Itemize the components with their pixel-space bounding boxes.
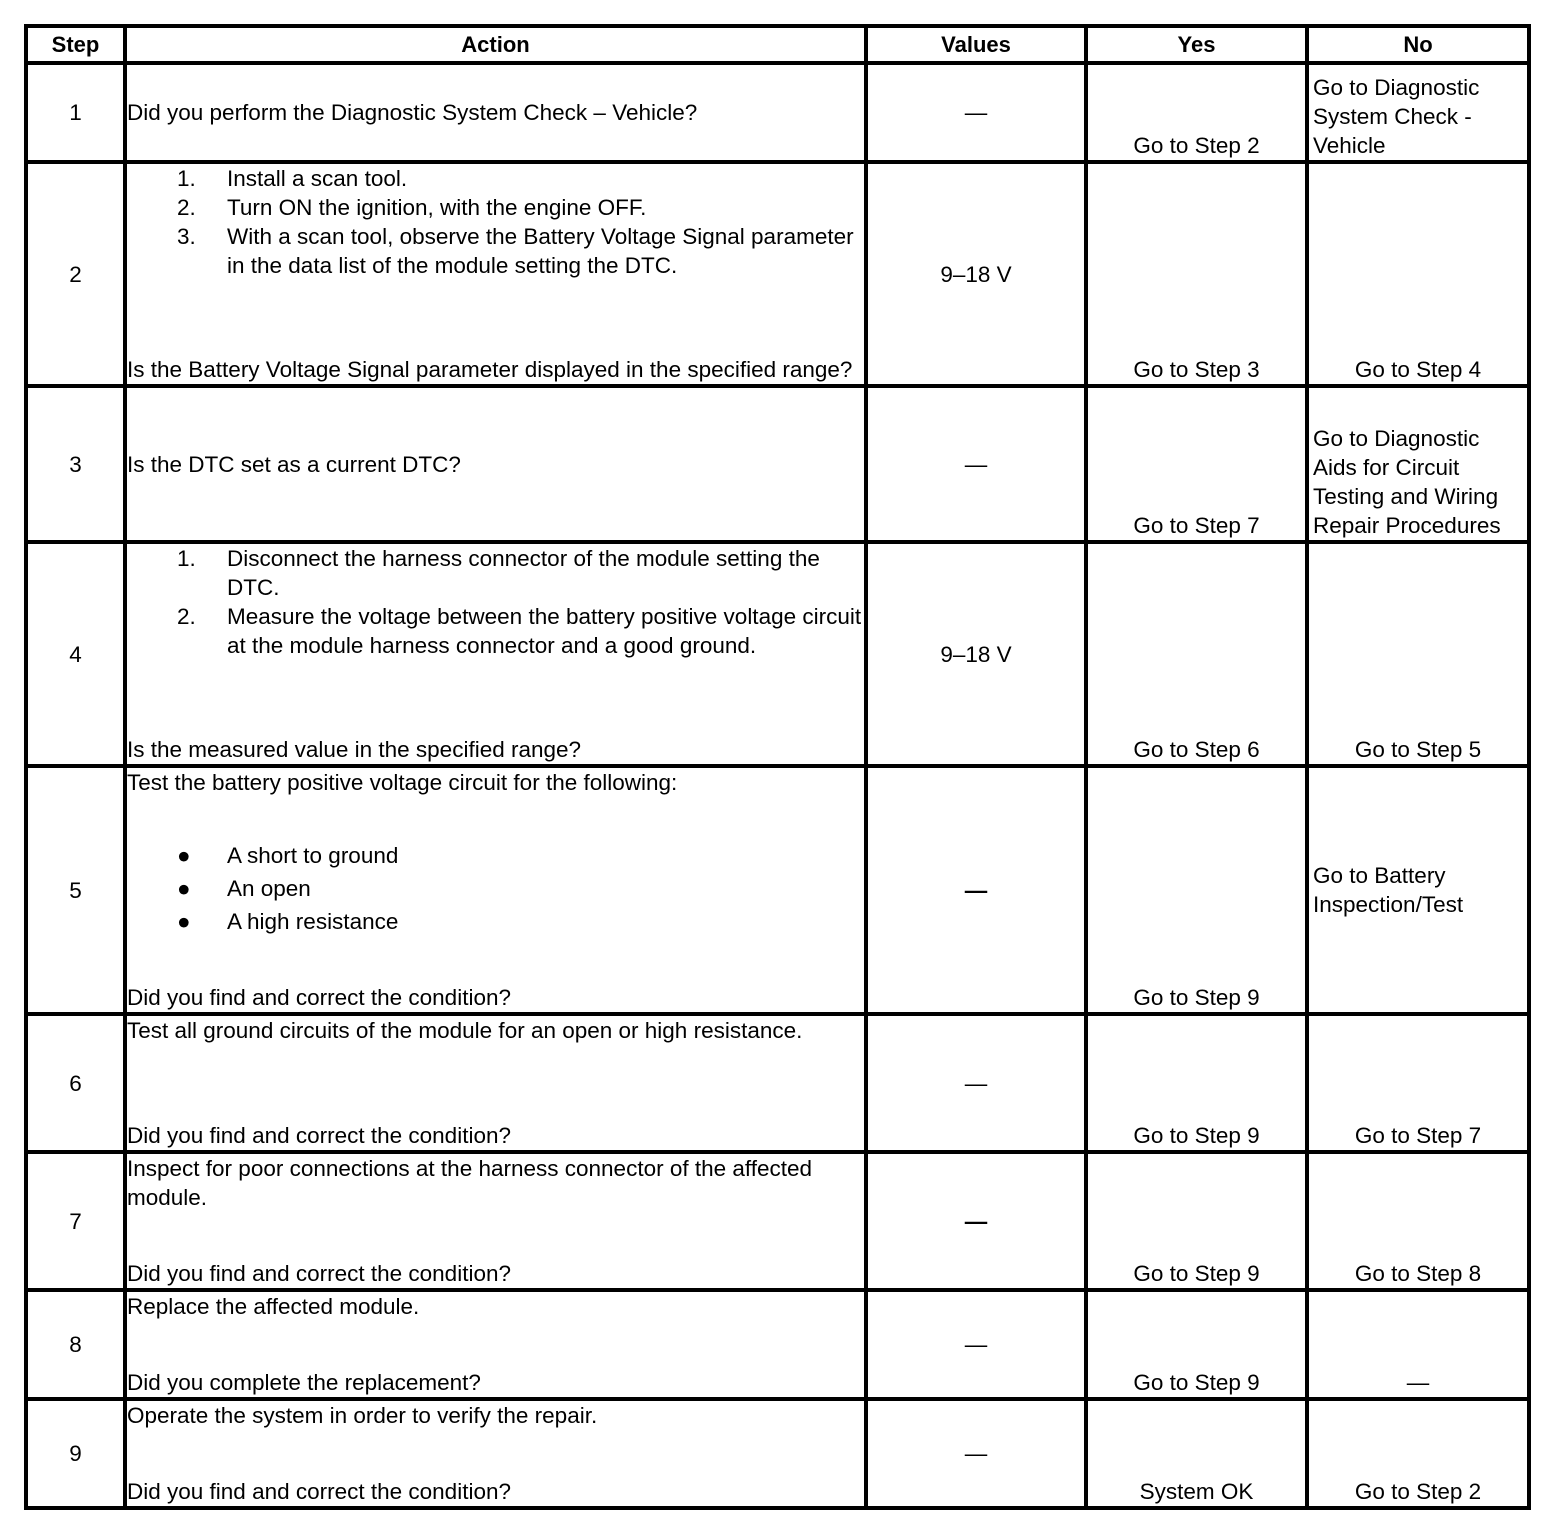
action-question: Did you find and correct the condition? (127, 985, 511, 1010)
table-row-step-4 (26, 542, 1529, 766)
yes-cell: Go to Step 3 (1086, 162, 1307, 386)
action-instruction: Test the battery positive voltage circuit for the following: (127, 770, 678, 795)
action-question: Is the measured value in the specified range? (127, 737, 582, 762)
action-question: Did you find and correct the condition? (127, 1123, 511, 1148)
action-cell (125, 63, 866, 162)
values-cell: — (866, 386, 1086, 542)
table-row-step-3 (26, 386, 1529, 542)
table-header-row (26, 26, 1529, 63)
step-number: 9 (26, 1399, 125, 1508)
values-cell: 9–18 V (866, 542, 1086, 766)
step-number: 3 (26, 386, 125, 542)
action-steps-list (127, 544, 864, 660)
action-question: Is the Battery Voltage Signal parameter displayed in the specified range? (127, 357, 853, 382)
action-question: Is the DTC set as a current DTC? (127, 451, 461, 477)
values-cell: — (866, 63, 1086, 162)
diagnostic-steps-table (24, 24, 1531, 1510)
step-number: 8 (26, 1290, 125, 1399)
header-yes: Yes (1086, 26, 1307, 63)
values-cell: — (866, 1399, 1086, 1508)
step-number: 2 (26, 162, 125, 386)
no-cell: Go to Step 4 (1307, 162, 1529, 386)
table-row-step-5 (26, 766, 1529, 1014)
action-instruction: Inspect for poor connections at the harness connector of the affected module. (127, 1156, 813, 1210)
yes-cell: Go to Step 9 (1086, 1290, 1307, 1399)
header-values: Values (866, 26, 1086, 63)
action-cell (125, 1014, 866, 1152)
no-cell: Go to Battery Inspection/Test (1307, 766, 1529, 1014)
list-item: ● A high resistance (177, 909, 399, 934)
header-step: Step (26, 26, 125, 63)
action-cell (125, 766, 866, 1014)
action-steps-list (127, 164, 864, 280)
list-item: 2. Measure the voltage between the battery positive voltage circuit at the module harness connector and a good ground. (177, 604, 862, 658)
action-instruction: Replace the affected module. (127, 1294, 420, 1319)
values-cell: — (866, 1290, 1086, 1399)
table-row-step-9 (26, 1399, 1529, 1508)
yes-cell: System OK (1086, 1399, 1307, 1508)
step-number: 1 (26, 63, 125, 162)
diagnostic-table-container (24, 24, 1531, 1510)
list-item: ● A short to ground (177, 843, 399, 868)
condition-bullet-list (127, 839, 864, 938)
yes-cell: Go to Step 9 (1086, 1152, 1307, 1290)
list-item: 2. Turn ON the ignition, with the engine OFF. (177, 195, 647, 220)
yes-cell: Go to Step 2 (1086, 63, 1307, 162)
step-number: 6 (26, 1014, 125, 1152)
no-cell: Go to Step 2 (1307, 1399, 1529, 1508)
header-action: Action (125, 26, 866, 63)
action-question: Did you find and correct the condition? (127, 1479, 511, 1504)
header-no: No (1307, 26, 1529, 63)
action-question: Did you find and correct the condition? (127, 1261, 511, 1286)
values-cell: — (866, 766, 1086, 1014)
action-cell (125, 386, 866, 542)
values-cell: — (866, 1014, 1086, 1152)
list-item: 1. Install a scan tool. (177, 166, 408, 191)
no-cell: Go to Step 8 (1307, 1152, 1529, 1290)
no-cell: — (1307, 1290, 1529, 1399)
yes-cell: Go to Step 9 (1086, 1014, 1307, 1152)
action-question: Did you complete the replacement? (127, 1370, 481, 1395)
no-cell: Go to Diagnostic Aids for Circuit Testing and Wiring Repair Procedures (1307, 386, 1529, 542)
values-cell: — (866, 1152, 1086, 1290)
no-cell: Go to Step 7 (1307, 1014, 1529, 1152)
list-item: 1. Disconnect the harness connector of the module setting the DTC. (177, 546, 820, 600)
yes-cell: Go to Step 7 (1086, 386, 1307, 542)
list-item: 3. With a scan tool, observe the Battery Voltage Signal parameter in the data list of the module setting the DTC. (177, 224, 854, 278)
table-row-step-6 (26, 1014, 1529, 1152)
action-cell (125, 1152, 866, 1290)
table-row-step-2 (26, 162, 1529, 386)
yes-cell: Go to Step 9 (1086, 766, 1307, 1014)
no-cell: Go to Diagnostic System Check - Vehicle (1307, 63, 1529, 162)
step-number: 4 (26, 542, 125, 766)
table-row-step-7 (26, 1152, 1529, 1290)
table-row-step-8 (26, 1290, 1529, 1399)
step-number: 5 (26, 766, 125, 1014)
action-cell (125, 1290, 866, 1399)
step-number: 7 (26, 1152, 125, 1290)
no-cell: Go to Step 5 (1307, 542, 1529, 766)
action-instruction: Operate the system in order to verify the repair. (127, 1403, 598, 1428)
action-cell (125, 162, 866, 386)
values-cell: 9–18 V (866, 162, 1086, 386)
action-cell (125, 1399, 866, 1508)
list-item: ● An open (177, 876, 311, 901)
action-question: Did you perform the Diagnostic System Check – Vehicle? (127, 100, 698, 125)
action-cell (125, 542, 866, 766)
table-row-step-1 (26, 63, 1529, 162)
action-instruction: Test all ground circuits of the module for an open or high resistance. (127, 1018, 803, 1043)
yes-cell: Go to Step 6 (1086, 542, 1307, 766)
